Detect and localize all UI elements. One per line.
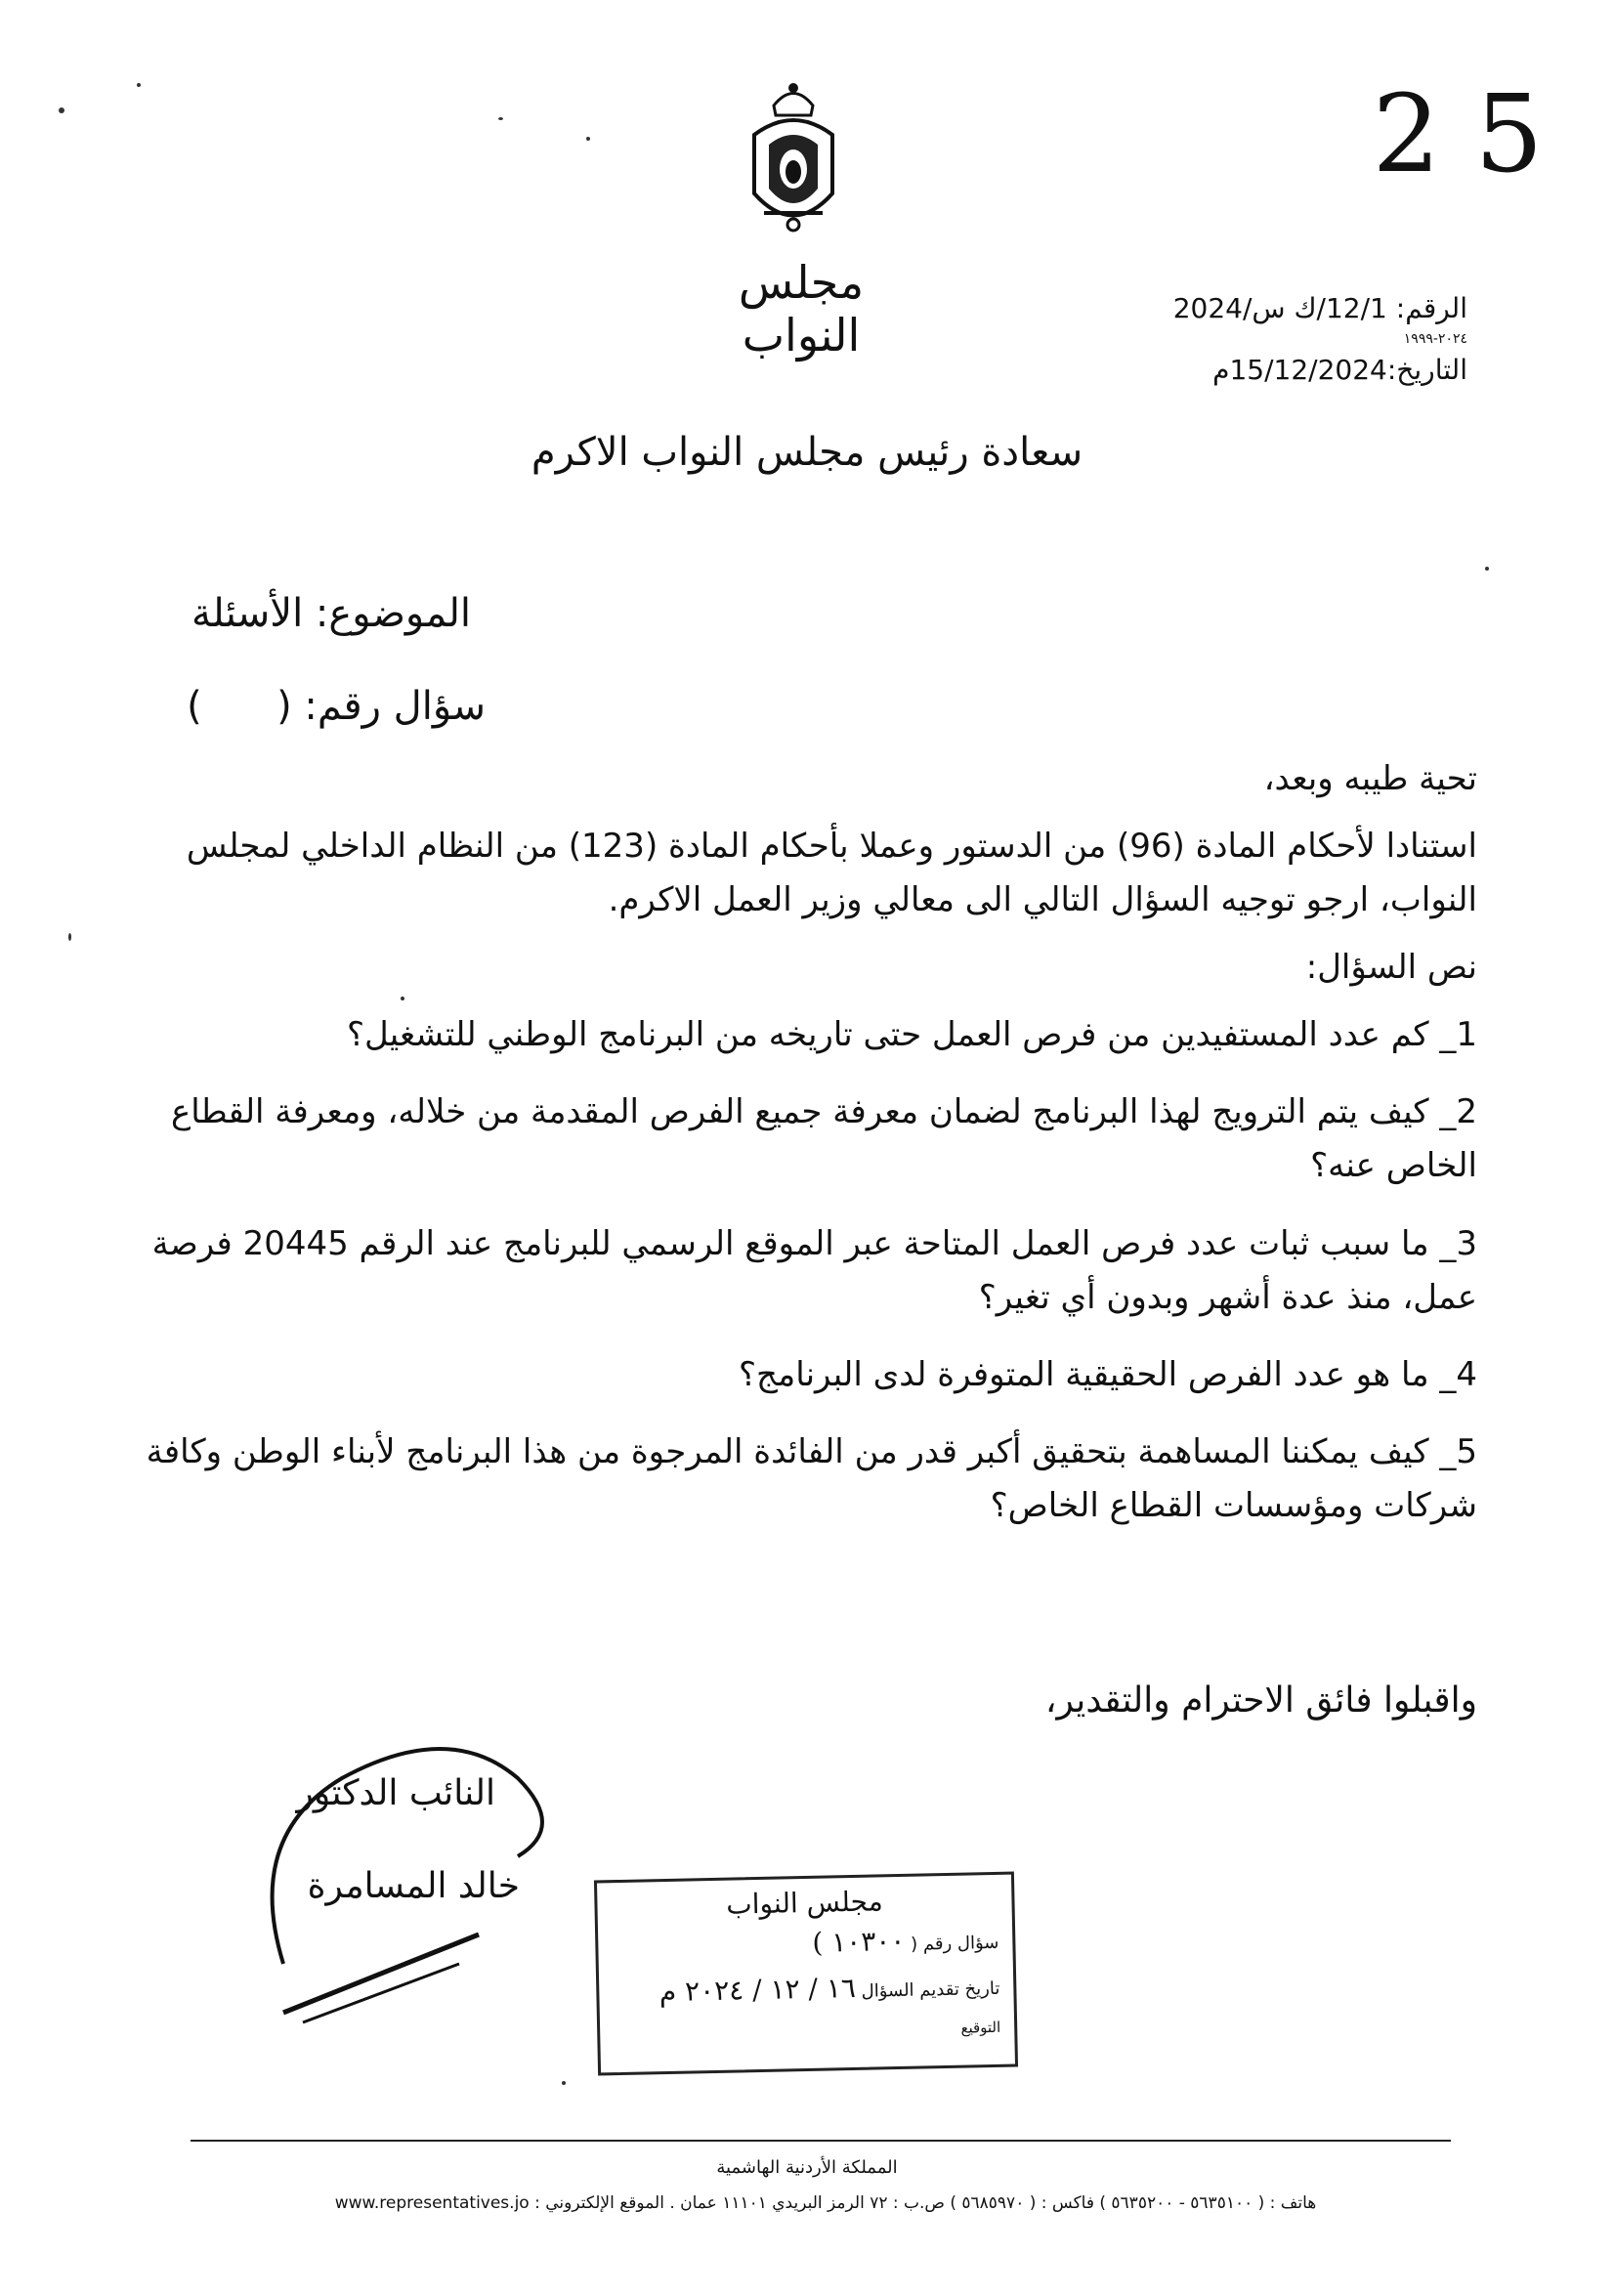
scan-speck xyxy=(401,997,404,1000)
question-item: 1_ كم عدد المستفيدين من فرص العمل حتى تاريخه من البرنامج الوطني للتشغيل؟ xyxy=(346,1015,1477,1055)
stamp-title: مجلس النواب xyxy=(725,1885,883,1921)
stamp-date-label: تاريخ تقديم السؤال xyxy=(861,1977,1000,2002)
question-item: 2_ كيف يتم الترويج لهذا البرنامج لضمان معرفة جميع الفرص المقدمة من خلاله، ومعرفة القطاع الخاص عنه؟ xyxy=(170,1092,1477,1186)
addressee: سعادة رئيس مجلس النواب الاكرم xyxy=(531,430,1083,475)
stamp-signature-label: التوقيع xyxy=(960,2018,1001,2037)
receipt-stamp xyxy=(594,1872,1018,2076)
question-item: 5_ كيف يمكننا المساهمة بتحقيق أكبر قدر من الفائدة المرجوة من هذا البرنامج لأبناء الوطن وكافة شركات ومؤسسات القطاع الخاص؟ xyxy=(146,1431,1477,1525)
question-text-label: نص السؤال: xyxy=(1305,948,1477,988)
council-name: مجلس النواب xyxy=(738,256,865,361)
stamp-question-value: ١٠٣٠٠ ) xyxy=(812,1924,906,1959)
question-item: 4_ ما هو عدد الفرص الحقيقية المتوفرة لدى البرنامج؟ xyxy=(739,1354,1477,1394)
handwritten-signature xyxy=(225,1720,596,2042)
stamp-question-row xyxy=(612,1923,999,1963)
scan-speck xyxy=(498,117,503,120)
footer-divider xyxy=(191,2140,1451,2142)
stamp-date-row xyxy=(613,1969,1000,2009)
signatory-name: خالد المسامرة xyxy=(307,1866,520,1906)
scan-speck xyxy=(586,137,590,141)
scan-speck xyxy=(68,933,71,941)
stamp-date-value: ١٦ / ١٢ / ٢٠٢٤ م xyxy=(658,1971,857,2009)
intro-paragraph: استنادا لأحكام المادة (96) من الدستور وعملا بأحكام المادة (123) من النظام الداخلي لمجلس النواب، ارجو توجيه السؤال التالي الى معالي وزير العمل الاكرم. xyxy=(186,827,1477,920)
closing-line: واقبلوا فائق الاحترام والتقدير، xyxy=(1044,1680,1477,1721)
reference-small: ٢٠٢٤-١٩٩٩ xyxy=(1403,331,1467,347)
coat-of-arms-emblem xyxy=(735,76,852,242)
scan-speck xyxy=(137,83,141,87)
footer-contact: هاتف : ( ٥٦٣٥١٠٠ - ٥٦٣٥٢٠٠ ) فاكس : ( ٥٦٨٥٩٧٠ ) ص.ب : ٧٢ الرمز البريدي ١١١٠١ عمان . الموقع الإلكتروني : www.representatives.jo xyxy=(334,2193,1317,2213)
stamp-question-label: سؤال رقم ( xyxy=(910,1932,999,1955)
footer-organization: المملكة الأردنية الهاشمية xyxy=(716,2157,898,2178)
signatory-title: النائب الدكتور xyxy=(296,1773,495,1813)
question-number-label: سؤال رقم: ( ) xyxy=(187,684,486,729)
scan-speck xyxy=(59,107,64,113)
handwritten-number-text: 2 5 xyxy=(1372,71,1544,196)
scan-speck xyxy=(562,2081,566,2085)
handwritten-number-mark xyxy=(1372,71,1544,283)
scan-speck xyxy=(1485,567,1489,571)
reference-number: الرقم: 12/1/ك س/2024 xyxy=(1172,292,1467,324)
subject-line: الموضوع: الأسئلة xyxy=(191,591,471,636)
document-date: التاريخ:15/12/2024م xyxy=(1212,354,1467,386)
question-item: 3_ ما سبب ثبات عدد فرص العمل المتاحة عبر الموقع الرسمي للبرنامج عند الرقم 20445 فرصة عمل، منذ عدة أشهر وبدون أي تغير؟ xyxy=(151,1223,1477,1317)
letter-body xyxy=(129,752,1477,1556)
greeting: تحية طيبه وبعد، xyxy=(1263,759,1477,798)
reference-block xyxy=(1173,288,1467,391)
